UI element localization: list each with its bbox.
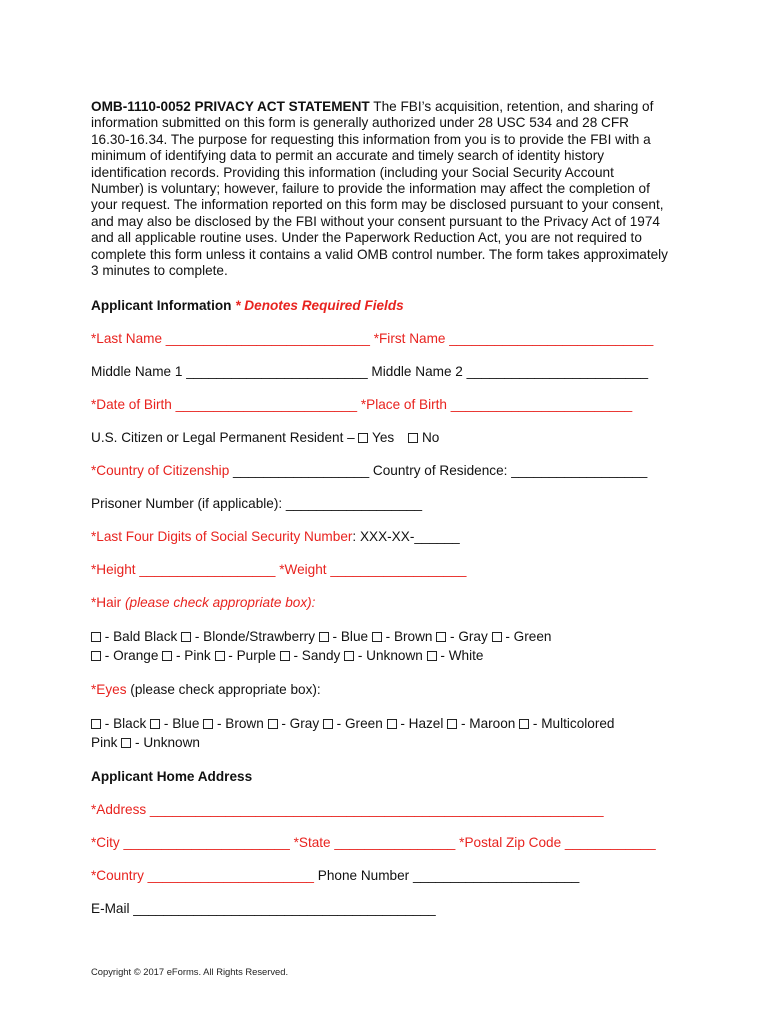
hair-option-label: - Sandy (289, 648, 345, 664)
name-row (91, 330, 691, 347)
eyes-option-label: - Unknown (131, 735, 200, 751)
privacy-line: minimum of identifying data to permit an accurate and timely search of identity history (91, 148, 605, 164)
hair-blonde-checkbox[interactable] (181, 632, 191, 642)
hair-pink-checkbox[interactable] (162, 651, 172, 661)
hair-option-label: - Orange (101, 648, 163, 664)
hair-purple-checkbox[interactable] (215, 651, 225, 661)
date-of-birth-field[interactable]: *Date of Birth ________________________ (91, 397, 358, 413)
eyes-options-row (91, 714, 691, 733)
hair-brown-checkbox[interactable] (372, 632, 382, 642)
middle-name-1-field[interactable]: Middle Name 1 ________________________ (91, 364, 368, 380)
privacy-line: and may also be disclosed by the FBI without your consent pursuant to the Privacy Act of 1974 (91, 213, 660, 229)
hair-label: *Hair (91, 595, 125, 611)
birth-row (91, 396, 691, 413)
privacy-line: The FBI’s acquisition, retention, and sharing of (369, 99, 654, 114)
eyes-options-row (91, 733, 691, 752)
eyes-maroon-checkbox[interactable] (447, 719, 457, 729)
privacy-line: and all applicable routine uses. Under the Paperwork Reduction Act, you are not required to (91, 230, 642, 246)
postal-zip-field[interactable]: *Postal Zip Code ____________ (455, 835, 656, 851)
eyes-option-label: Pink (91, 735, 122, 751)
country-of-residence-field[interactable]: Country of Residence: __________________ (369, 463, 648, 479)
hair-blue-checkbox[interactable] (319, 632, 329, 642)
hair-option-label: - Green (501, 629, 552, 645)
eyes-brown-checkbox[interactable] (203, 719, 213, 729)
eyes-hazel-checkbox[interactable] (387, 719, 397, 729)
eyes-option-label: - Green (332, 716, 387, 732)
privacy-line: information submitted on this form is generally authorized under 28 USC 534 and 28 CFR (91, 115, 629, 131)
hair-option-label: - Bald Black (101, 629, 182, 645)
middle-name-2-field[interactable]: Middle Name 2 ________________________ (367, 364, 649, 380)
eyes-option-label: - Black (101, 716, 151, 732)
middle-name-row (91, 363, 691, 380)
eyes-option-label: - Multicolored (529, 716, 615, 732)
privacy-line: complete this form unless it contains a valid OMB control number. The form takes approximately (91, 246, 668, 262)
height-weight-row (91, 561, 691, 578)
state-field[interactable]: *State ________________ (289, 835, 456, 851)
privacy-line: 16.30-16.34. The purpose for requesting this information from you is to provide the FBI with a (91, 131, 651, 147)
country-phone-row (91, 867, 691, 884)
hair-option-label: - White (436, 648, 484, 664)
eyes-option-label: - Maroon (457, 716, 520, 732)
hair-option-label: - Unknown (354, 648, 427, 664)
hair-option-label: - Blue (328, 629, 372, 645)
citizen-yes-label: Yes (368, 430, 395, 446)
email-field[interactable]: E-Mail ________________________________________ (91, 901, 436, 917)
privacy-line: identification records. Providing this information (including your Social Security Account (91, 164, 614, 180)
hair-option-label: - Brown (381, 629, 437, 645)
hair-green-checkbox[interactable] (492, 632, 502, 642)
form-page (91, 99, 691, 917)
weight-field[interactable]: *Weight __________________ (275, 562, 467, 578)
eyes-pink-checkbox[interactable] (121, 738, 131, 748)
phone-field[interactable]: Phone Number ______________________ (314, 868, 580, 884)
copyright-footer: Copyright © 2017 eForms. All Rights Reserved. (91, 966, 289, 977)
country-of-citizenship-label: *Country of Citizenship (91, 463, 230, 479)
hair-white-checkbox[interactable] (427, 651, 437, 661)
eyes-option-label: - Hazel (396, 716, 448, 732)
city-row (91, 834, 691, 851)
hair-heading-row (91, 594, 691, 611)
eyes-option-label: - Blue (160, 716, 204, 732)
city-field[interactable]: *City ______________________ (91, 835, 290, 851)
citizen-label: U.S. Citizen or Legal Permanent Resident – (91, 430, 359, 446)
citizen-no-checkbox[interactable] (408, 433, 418, 443)
privacy-line: your request. The information reported on this form may be disclosed pursuant to your consent, (91, 197, 664, 213)
eyes-option-label: - Brown (213, 716, 268, 732)
prisoner-number-field[interactable]: Prisoner Number (if applicable): __________________ (91, 496, 423, 512)
address-row (91, 801, 691, 818)
hair-note: (please check appropriate box): (125, 595, 316, 611)
privacy-heading: OMB-1110-0052 PRIVACY ACT STATEMENT (91, 99, 370, 114)
applicant-info-heading: Applicant Information (91, 298, 232, 314)
privacy-statement (91, 99, 691, 279)
hair-gray-checkbox[interactable] (436, 632, 446, 642)
country-row (91, 462, 691, 479)
citizen-yes-checkbox[interactable] (358, 433, 368, 443)
ssn-row (91, 528, 691, 545)
last-name-field[interactable]: *Last Name ___________________________ (91, 331, 370, 347)
applicant-info-heading-row (91, 297, 691, 314)
eyes-green-checkbox[interactable] (323, 719, 333, 729)
eyes-option-label: - Gray (277, 716, 323, 732)
privacy-line: Number) is voluntary; however, failure to provide the information may affect the completion of (91, 181, 650, 197)
ssn-label: *Last Four Digits of Social Security Number (91, 529, 353, 545)
citizen-row (91, 429, 691, 446)
eyes-heading-row (91, 681, 691, 698)
privacy-line: 3 minutes to complete. (91, 263, 228, 279)
first-name-field[interactable]: *First Name ___________________________ (369, 331, 654, 347)
eyes-black-checkbox[interactable] (91, 719, 101, 729)
ssn-field[interactable]: : XXX-XX-______ (352, 529, 460, 545)
home-address-heading: Applicant Home Address (91, 769, 253, 785)
place-of-birth-field[interactable]: *Place of Birth ________________________ (357, 397, 633, 413)
eyes-multicolored-checkbox[interactable] (519, 719, 529, 729)
eyes-gray-checkbox[interactable] (268, 719, 278, 729)
eyes-label: *Eyes (91, 682, 127, 698)
hair-orange-checkbox[interactable] (91, 651, 101, 661)
hair-options-row (91, 646, 691, 665)
hair-sandy-checkbox[interactable] (280, 651, 290, 661)
hair-unknown-checkbox[interactable] (344, 651, 354, 661)
hair-black-checkbox[interactable] (91, 632, 101, 642)
required-fields-note: * Denotes Required Fields (231, 298, 404, 314)
hair-option-label: - Gray (446, 629, 492, 645)
email-row (91, 900, 691, 917)
eyes-blue-checkbox[interactable] (150, 719, 160, 729)
citizen-no-label: No (418, 430, 440, 446)
hair-option-label: - Pink (172, 648, 215, 664)
eyes-note: (please check appropriate box): (126, 682, 321, 698)
hair-option-label: - Blonde/Strawberry (191, 629, 319, 645)
country-field[interactable]: *Country ______________________ (91, 868, 314, 884)
hair-option-label: - Purple (224, 648, 280, 664)
eyes-options (91, 714, 691, 752)
height-field[interactable]: *Height __________________ (91, 562, 276, 578)
country-of-citizenship-field[interactable]: __________________ (229, 463, 370, 479)
prisoner-row (91, 495, 691, 512)
hair-options (91, 627, 691, 665)
hair-options-row (91, 627, 691, 646)
address-field[interactable]: *Address ____________________________________________________________ (91, 802, 604, 818)
